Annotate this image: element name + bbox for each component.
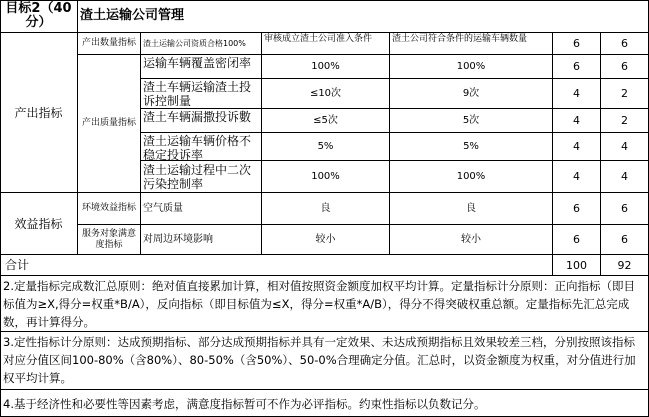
total-label[interactable]: 合计 [0,255,553,276]
note-satisfaction-rule[interactable]: 4.基于经济性和必要性等因素考虑，满意度指标暂可不作为必评指标。约束性指标以负数记分。 [0,390,649,417]
indicator-target[interactable]: 100% [262,55,390,79]
indicator-target[interactable]: 良 [262,193,390,225]
indicator-target[interactable]: ≤10次 [262,79,390,109]
indicator-actual[interactable]: 良 [390,193,553,225]
subcategory-satisfaction[interactable]: 服务对象满意度指标 [78,225,141,255]
indicator-actual[interactable]: 5% [390,133,553,161]
indicator-name[interactable]: 对周边环境影响 [141,225,262,255]
total-weight[interactable]: 100 [553,255,601,276]
indicator-score[interactable]: 6 [601,55,649,79]
subcategory-environment[interactable]: 环境效益指标 [78,193,141,225]
project-title[interactable]: 渣土运输公司管理 [78,0,649,33]
indicator-score[interactable]: 2 [601,109,649,133]
indicator-score[interactable]: 2 [601,79,649,109]
indicator-actual[interactable]: 渣土公司符合条件的运输车辆数量 [390,33,553,55]
category-effect[interactable]: 效益指标 [0,193,78,255]
indicator-name[interactable]: 渣土车辆漏撒投诉數 [141,109,262,133]
indicator-score[interactable]: 6 [601,193,649,225]
indicator-weight[interactable]: 4 [553,79,601,109]
indicator-actual[interactable]: 100% [390,55,553,79]
indicator-target[interactable]: 100% [262,161,390,193]
indicator-name[interactable]: 渣土运输车辆价格不稳定投诉率 [141,133,262,161]
indicator-weight[interactable]: 6 [553,225,601,255]
indicator-score[interactable]: 4 [601,161,649,193]
goal-header[interactable]: 目标2（40分） [0,0,78,33]
indicator-target[interactable]: 较小 [262,225,390,255]
indicator-actual[interactable]: 较小 [390,225,553,255]
subcategory-quality[interactable]: 产出质量指标 [78,55,141,193]
indicator-weight[interactable]: 6 [553,193,601,225]
indicator-actual[interactable]: 9次 [390,79,553,109]
indicator-weight[interactable]: 6 [553,33,601,55]
indicator-name[interactable]: 渣土运输公司资质合格100% [141,33,262,55]
indicator-target[interactable]: 审核成立渣土公司准入条件 [262,33,390,55]
indicator-actual[interactable]: 100% [390,161,553,193]
subcategory-quantity[interactable]: 产出数量指标 [78,33,141,55]
indicator-name[interactable]: 渣土车辆运输渣土投诉控制量 [141,79,262,109]
indicator-target[interactable]: 5% [262,133,390,161]
indicator-name[interactable]: 运输车辆覆盖密闭率 [141,55,262,79]
category-output[interactable]: 产出指标 [0,33,78,193]
indicator-actual[interactable]: 5次 [390,109,553,133]
indicator-name[interactable]: 空气质量 [141,193,262,225]
indicator-weight[interactable]: 4 [553,133,601,161]
indicator-weight[interactable]: 4 [553,109,601,133]
indicator-score[interactable]: 6 [601,33,649,55]
note-quantitative-principle[interactable]: 2.定量指标完成数汇总原则：绝对值直接累加计算，相对值按照资金额度加权平均计算。定量指标计分原则：正向指标（即目标值为≥X,得分=权重*B/A），反向指标（即目标值为≤X，得分=权重*A/B），得分不得突破权重总额。定量指标先汇总完成数，再计算得分。 [0,276,649,332]
indicator-target[interactable]: ≤5次 [262,109,390,133]
note-qualitative-principle[interactable]: 3.定性指标计分原则：达成预期指标、部分达成预期指标并具有一定效果、未达成预期指标且效果较差三档，分别按照该指标对应分值区间100-80%（含80%）、80-50%（含50%）、50-0%合理确定分值。汇总时，以资金额度为权重，对分值进行加权平均计算。 [0,332,649,390]
indicator-name[interactable]: 渣土运输过程中二次污染控制率 [141,161,262,193]
indicator-score[interactable]: 6 [601,225,649,255]
indicator-weight[interactable]: 4 [553,161,601,193]
indicator-score[interactable]: 4 [601,133,649,161]
total-score[interactable]: 92 [601,255,649,276]
indicator-weight[interactable]: 6 [553,55,601,79]
